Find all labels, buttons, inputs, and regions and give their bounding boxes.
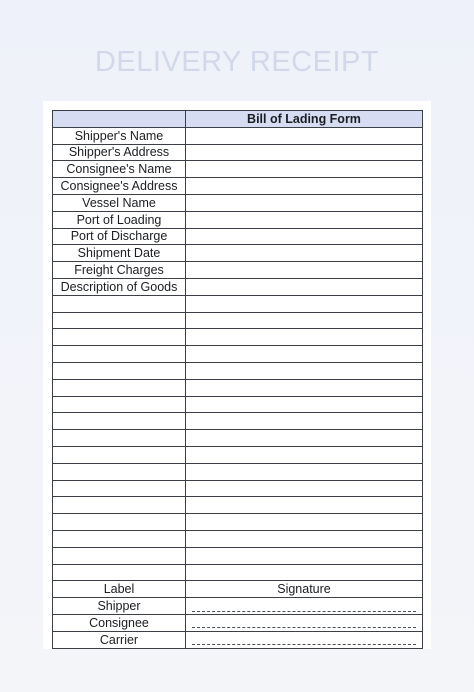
signer-label: Carrier — [53, 631, 186, 648]
signer-label: Consignee — [53, 614, 186, 631]
table-row — [53, 262, 423, 279]
empty-value-cell[interactable] — [186, 413, 423, 430]
signature-row — [53, 598, 423, 615]
table-row — [53, 211, 423, 228]
field-label: Shipper's Address — [53, 144, 186, 161]
table-row — [53, 178, 423, 195]
empty-label-cell[interactable] — [53, 379, 186, 396]
table-row — [53, 547, 423, 564]
form-header: Bill of Lading Form — [186, 111, 423, 128]
empty-label-cell[interactable] — [53, 530, 186, 547]
empty-value-cell[interactable] — [186, 379, 423, 396]
empty-value-cell[interactable] — [186, 463, 423, 480]
signature-row — [53, 631, 423, 648]
empty-label-cell[interactable] — [53, 463, 186, 480]
table-row — [53, 396, 423, 413]
field-value-cell[interactable] — [186, 278, 423, 295]
field-label: Port of Loading — [53, 211, 186, 228]
table-row — [53, 144, 423, 161]
table-row — [53, 379, 423, 396]
field-value-cell[interactable] — [186, 178, 423, 195]
empty-label-cell[interactable] — [53, 446, 186, 463]
field-label: Vessel Name — [53, 194, 186, 211]
field-label: Port of Discharge — [53, 228, 186, 245]
empty-value-cell[interactable] — [186, 362, 423, 379]
page-title: DELIVERY RECEIPT — [94, 46, 380, 78]
signature-line-cell[interactable] — [186, 614, 423, 631]
table-row — [53, 497, 423, 514]
signer-label: Shipper — [53, 598, 186, 615]
empty-label-cell[interactable] — [53, 514, 186, 531]
empty-value-cell[interactable] — [186, 430, 423, 447]
empty-value-cell[interactable] — [186, 396, 423, 413]
signature-line[interactable] — [192, 634, 416, 645]
empty-value-cell[interactable] — [186, 497, 423, 514]
field-value-cell[interactable] — [186, 228, 423, 245]
field-value-cell[interactable] — [186, 211, 423, 228]
field-value-cell[interactable] — [186, 245, 423, 262]
label-header: Label — [53, 581, 186, 598]
table-row — [53, 312, 423, 329]
table-row — [53, 278, 423, 295]
empty-label-cell[interactable] — [53, 413, 186, 430]
empty-label-cell[interactable] — [53, 480, 186, 497]
table-row — [53, 362, 423, 379]
field-value-cell[interactable] — [186, 144, 423, 161]
table-row — [53, 463, 423, 480]
signature-header: Signature — [186, 581, 423, 598]
empty-label-cell[interactable] — [53, 329, 186, 346]
signature-line-cell[interactable] — [186, 631, 423, 648]
table-row — [53, 329, 423, 346]
empty-label-cell[interactable] — [53, 396, 186, 413]
table-row — [53, 480, 423, 497]
field-value-cell[interactable] — [186, 262, 423, 279]
header-blank-cell — [53, 111, 186, 128]
field-label: Consignee's Name — [53, 161, 186, 178]
bill-of-lading-table — [52, 110, 423, 649]
field-label: Description of Goods — [53, 278, 186, 295]
field-label: Shipper's Name — [53, 127, 186, 144]
table-header-row — [53, 111, 423, 128]
empty-value-cell[interactable] — [186, 514, 423, 531]
empty-value-cell[interactable] — [186, 564, 423, 581]
empty-value-cell[interactable] — [186, 312, 423, 329]
empty-value-cell[interactable] — [186, 295, 423, 312]
field-label: Shipment Date — [53, 245, 186, 262]
empty-value-cell[interactable] — [186, 530, 423, 547]
table-row — [53, 514, 423, 531]
table-row — [53, 530, 423, 547]
empty-label-cell[interactable] — [53, 564, 186, 581]
signature-line[interactable] — [192, 617, 416, 628]
table-row — [53, 430, 423, 447]
table-row — [53, 413, 423, 430]
empty-value-cell[interactable] — [186, 346, 423, 363]
field-label: Freight Charges — [53, 262, 186, 279]
empty-label-cell[interactable] — [53, 295, 186, 312]
table-row — [53, 245, 423, 262]
empty-value-cell[interactable] — [186, 480, 423, 497]
field-value-cell[interactable] — [186, 161, 423, 178]
empty-value-cell[interactable] — [186, 547, 423, 564]
table-row — [53, 564, 423, 581]
table-row — [53, 346, 423, 363]
table-row — [53, 228, 423, 245]
empty-value-cell[interactable] — [186, 329, 423, 346]
empty-label-cell[interactable] — [53, 497, 186, 514]
signature-row — [53, 614, 423, 631]
table-row — [53, 161, 423, 178]
field-value-cell[interactable] — [186, 194, 423, 211]
empty-label-cell[interactable] — [53, 362, 186, 379]
table-row — [53, 295, 423, 312]
table-row — [53, 194, 423, 211]
field-value-cell[interactable] — [186, 127, 423, 144]
table-row — [53, 446, 423, 463]
empty-label-cell[interactable] — [53, 346, 186, 363]
empty-label-cell[interactable] — [53, 547, 186, 564]
signature-header-row — [53, 581, 423, 598]
signature-line[interactable] — [192, 601, 416, 612]
empty-value-cell[interactable] — [186, 446, 423, 463]
empty-label-cell[interactable] — [53, 312, 186, 329]
field-label: Consignee's Address — [53, 178, 186, 195]
empty-label-cell[interactable] — [53, 430, 186, 447]
table-row — [53, 127, 423, 144]
signature-line-cell[interactable] — [186, 598, 423, 615]
